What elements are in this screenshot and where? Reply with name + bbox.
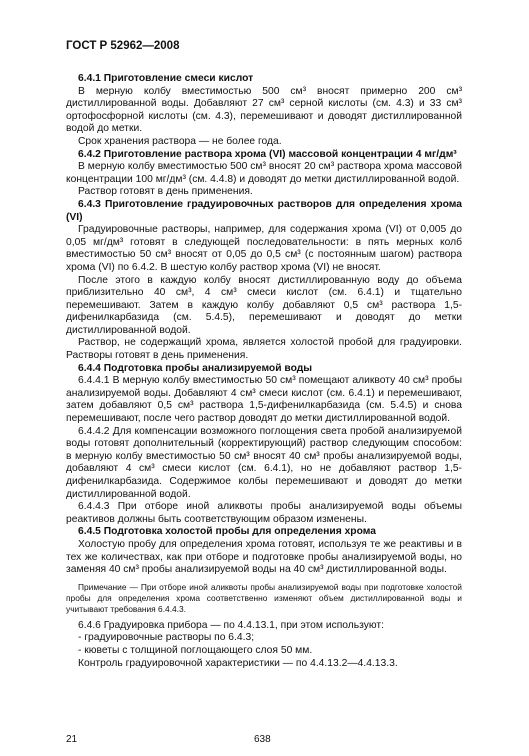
- sheet-number: 638: [254, 734, 271, 745]
- paragraph: 6.4.4.2 Для компенсации возможного поглощения света пробой анализируемой воды готовят дополнительный (корректирующий) раствор следующим способом: в мерную колбу вместимостью 50 см³ вносят 40 см³ пробы анализируемой воды, добавляют 4 см³ смеси кислот (см. 6.4.1), но не добавляют раствор 1,5-дифенилкарбазида. Содержимое колбы перемешивают и доводят до метки дистиллированной водой.: [66, 425, 462, 500]
- paragraph: 6.4.6 Градуировка прибора — по 4.4.13.1, при этом используют:: [78, 619, 385, 631]
- page-number: 21: [66, 734, 78, 745]
- paragraph: Холостую пробу для определения хрома готовят, используя те же реактивы и в тех же количествах, как при отборе и подготовке пробы анализируемой воды, но заменяя 40 см³ пробы анализируемой воды на 40 см³ дистиллированной воды.: [66, 538, 462, 576]
- paragraph: Раствор, не содержащий хрома, является холостой пробой для градуировки. Растворы готовят в день применения.: [66, 337, 462, 362]
- section-heading: 6.4.1 Приготовление смеси кислот: [78, 73, 254, 84]
- section-heading: 6.4.2 Приготовление раствора хрома (VI) массовой концентрации 4 мг/дм³: [78, 148, 457, 160]
- list-item: - кюветы с толщиной поглощающего слоя 50 мм.: [78, 644, 313, 656]
- section-heading: 6.4.4 Подготовка пробы анализируемой воды: [78, 362, 313, 374]
- paragraph: 6.4.4.3 При отборе иной аликвоты пробы анализируемой воды объемы реактивов должны быть соответствующим образом изменены.: [66, 501, 462, 525]
- paragraph: Срок хранения раствора — не более года.: [78, 135, 282, 147]
- note: Примечание — При отборе иной аликвоты пробы анализируемой воды при подготовке холостой пробы для определения хрома соответственно изменяют объем дистиллированной воды и учитывают требования 6.4.4.3.: [66, 581, 462, 614]
- paragraph: В мерную колбу вместимостью 500 см³ вносят 20 см³ раствора хрома массовой концентрации 100 мг/дм³ (см. 4.4.8) и доводят до метки дистиллированной водой.: [66, 161, 462, 185]
- document-body: [66, 70, 462, 670]
- paragraph: Контроль градуировочной характеристики — по 4.4.13.2—4.4.13.3.: [78, 657, 398, 669]
- paragraph: Раствор готовят в день применения.: [78, 186, 253, 198]
- list-item: - градуировочные растворы по 6.4.3;: [78, 632, 255, 644]
- paragraph: Градуировочные растворы, например, для содержания хрома (VI) от 0,005 до 0,05 мг/дм³ готовят в следующей последовательности: в пять мерных колб вместимостью 50 см³ вносят от 0,05 до 0,5 см³ (с постоянным шагом) раствора хрома (VI) по 6.4.2. В шестую колбу раствор хрома (VI) не вносят.: [66, 224, 462, 273]
- paragraph: В мерную колбу вместимостью 500 см³ вносят примерно 200 см³ дистиллированной воды. Добавляют 27 см³ серной кислоты (см. 4.3) и 33 см³ ортофосфорной кислоты (см. 4.3), перемешивают и доводят дистиллированной водой до метки.: [66, 85, 462, 135]
- section-heading: 6.4.3 Приготовление градуировочных растворов для определения хрома (VI): [66, 198, 462, 223]
- section-heading: 6.4.5 Подготовка холостой пробы для определения хрома: [78, 526, 376, 538]
- standard-title: ГОСТ Р 52962—2008: [66, 40, 180, 52]
- paragraph: После этого в каждую колбу вносят дистиллированную воду до объема приблизительно 40 см³, 4 см³ смеси кислот (см. 6.4.1) и тщательно перемешивают. Затем в каждую колбу добавляют 0,5 см³ раствора 1,5-дифенилкарбазида (см. 5.4.5), перемешивают и доводят до метки дистиллированной водой.: [66, 274, 462, 336]
- paragraph: 6.4.4.1 В мерную колбу вместимостью 50 см³ помещают аликвоту 40 см³ пробы анализируемой воды. Добавляют 4 см³ смеси кислот (см. 6.4.1) и перемешивают, затем добавляют 0,5 см³ раствора 1,5-дифенилкарбазида (см. 5.4.5) и снова перемешивают, после чего раствор доводят до метки дистиллированной водой.: [66, 375, 462, 425]
